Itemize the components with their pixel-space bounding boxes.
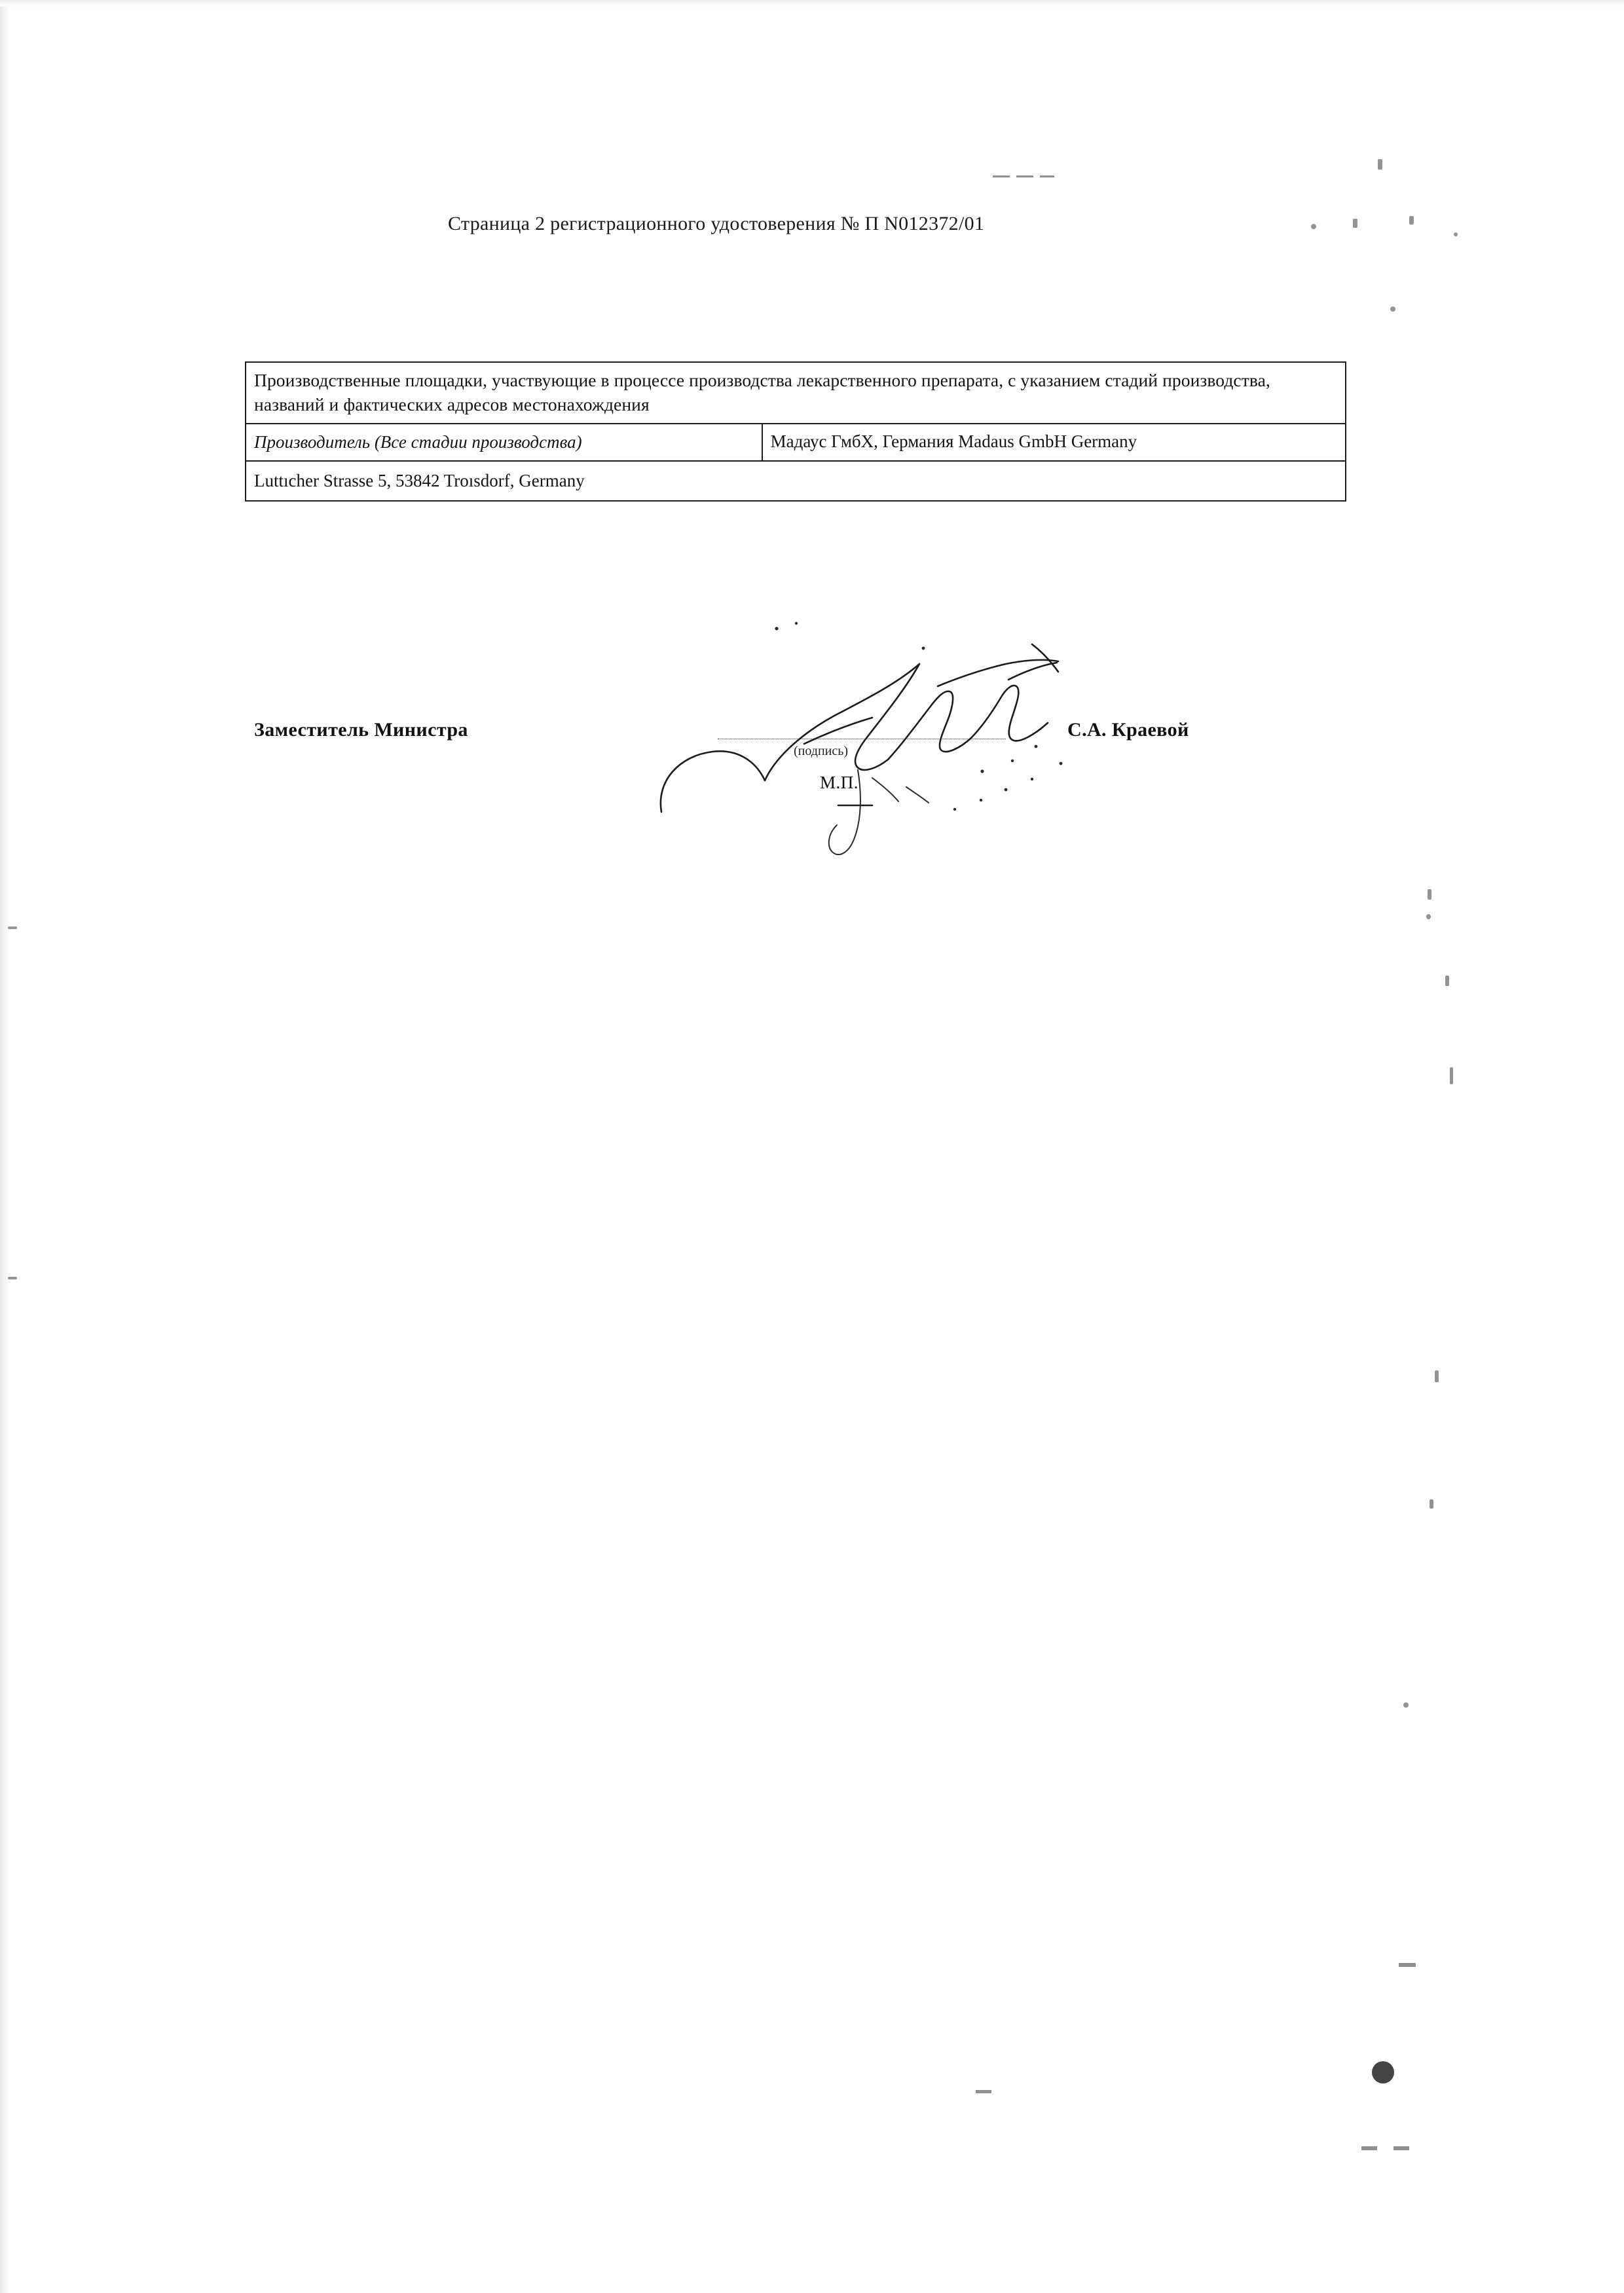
stamp-marker: М.П. — [820, 773, 859, 792]
scan-artifact-speck — [1450, 1067, 1453, 1084]
scan-artifact-dash — [1361, 2146, 1377, 2150]
scan-artifact-dash — [1393, 2146, 1409, 2150]
scan-artifact-blob — [1372, 2061, 1394, 2083]
table-title-text: Производственные площадки, участвующие в процессе производства лекарственного препарата, с указанием стадий производства, названий и фактических адресов местонахождения — [254, 370, 1270, 414]
scan-edge-top — [0, 0, 1624, 7]
page-header-text: Страница 2 регистрационного удостоверения № П N012372/01 — [448, 213, 985, 234]
scan-edge-left — [0, 0, 9, 2293]
signatory-name: С.А. Краевой — [1067, 719, 1189, 741]
scan-artifact-speck — [1435, 1370, 1439, 1382]
handwritten-signature — [642, 609, 1139, 871]
scan-artifact-speck — [1430, 1499, 1433, 1509]
signatory-position: Заместитель Министра — [254, 719, 468, 741]
scan-artifact-speck — [8, 1277, 17, 1279]
scan-artifact-speck — [1353, 219, 1357, 228]
manufacturer-address: Luttıcher Strasse 5, 53842 Troısdorf, Germany — [254, 471, 585, 491]
signature-caption: (подпись) — [794, 744, 849, 758]
manufacturer-label: Производитель (Все стадии производства) — [246, 424, 763, 460]
scan-artifact-speck — [1409, 216, 1414, 225]
table-title-row — [246, 363, 1345, 424]
scan-artifact-speck — [1426, 914, 1431, 919]
scan-artifact-speck — [1454, 232, 1458, 236]
scan-artifact-speck — [1428, 889, 1431, 900]
scan-artifact-speck — [8, 926, 17, 929]
scan-artifact-speck — [1378, 159, 1382, 170]
manufacturer-value: Мадаус ГмбХ, Германия Madaus GmbH Germany — [770, 431, 1137, 452]
scan-artifact-dash — [1016, 175, 1033, 177]
table-address-row — [246, 462, 1345, 500]
table-row — [246, 424, 1345, 462]
manufacturing-sites-table — [245, 361, 1346, 502]
scan-artifact-dash — [1399, 1963, 1416, 1967]
scan-artifact-speck — [1390, 306, 1395, 312]
scan-artifact-speck — [1311, 224, 1316, 229]
scan-artifact-speck — [1403, 1702, 1409, 1708]
scan-artifact-speck — [1445, 976, 1449, 986]
scan-artifact-dash — [976, 2090, 991, 2093]
scan-artifact-dash — [993, 175, 1010, 177]
scan-artifact-dash — [1040, 175, 1054, 177]
